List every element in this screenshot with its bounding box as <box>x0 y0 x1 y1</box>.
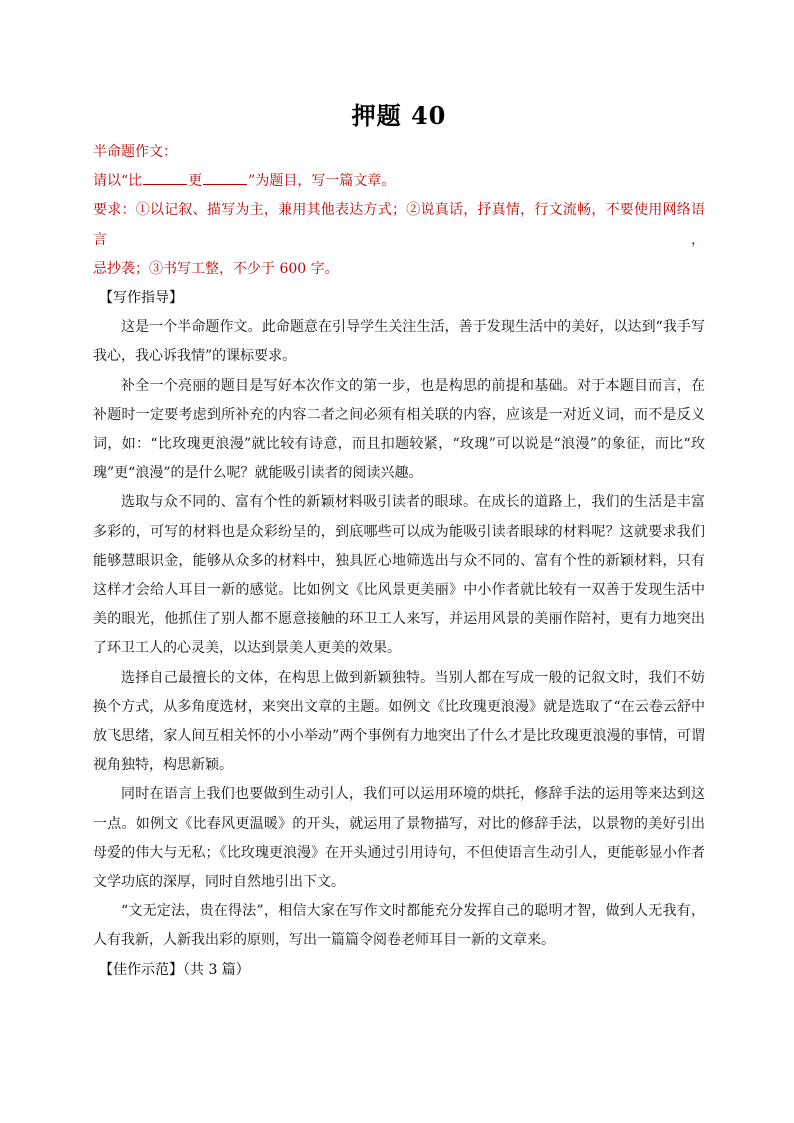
guide-paragraph: 选择自己最擅长的文体，在构思上做到新颖独特。当别人都在写成一般的记叙文时，我们不妨换个方式，从多角度选材，来突出文章的主题。如例文《比玫瑰更浪漫》就是选取了“在云卷云舒中放飞思绪，家人间互相关怀的小小举动”两个事例有力地突出了什么才是比玫瑰更浪漫的事情，可谓视角独特，构思新颖。 <box>93 669 705 774</box>
prompt-type: 半命题作文： <box>93 144 177 160</box>
guide-paragraph: 选取与众不同的、富有个性的新颖材料吸引读者的眼球。在成长的道路上，我们的生活是丰富多彩的，可写的材料也是众彩纷呈的，到底哪些可以成为能吸引读者眼球的材料呢？这就要求我们能够慧眼识金，能够从众多的材料中，独具匠心地筛选出与众不同的、富有个性的新颖材料，只有这样才会给人耳目一新的感觉。比如例文《比风景更美丽》中小作者就比较有一双善于发现生活中美的眼光，他抓住了别人都不愿意接触的环卫工人来写，并运用风景的美丽作陪衬，更有力地突出了环卫工人的心灵美，以达到景美人更美的效果。 <box>93 494 705 657</box>
instruction-middle: 更 <box>188 173 203 190</box>
guide-paragraph: 这是一个半命题作文。此命题意在引导学生关注生活，善于发现生活中的美好，以达到“我手写我心，我心诉我情”的课标要求。 <box>93 319 705 365</box>
guide-paragraph: 同时在语言上我们也要做到生动引人，我们可以运用环境的烘托，修辞手法的运用等来达到这一点。如例文《比春风更温暖》的开头，就运用了景物描写，对比的修辞手法，以景物的美好引出母爱的伟大与无私；《比玫瑰更浪漫》在开头通过引用诗句，不但使语言生动引人，更能彰显小作者文学功底的深厚，同时自然地引出下文。 <box>93 786 705 891</box>
requirements-line-1: 要求：①以记叙、描写为主，兼用其他表达方式；②说真话，抒真情，行文流畅，不要使用网络语言， <box>93 202 705 248</box>
guide-heading: 【写作指导】 <box>99 290 183 307</box>
requirements-line-2: 忌抄袭；③书写工整，不少于 600 字。 <box>93 260 339 277</box>
guide-paragraph: 补全一个亮丽的题目是写好本次作文的第一步，也是构思的前提和基础。对于本题目而言，在补题时一定要考虑到所补充的内容二者之间必须有相关联的内容，应该是一对近义词，而不是反义词，如：“比玫瑰更浪漫”就比较有诗意，而且扣题较紧，“玫瑰”可以说是“浪漫”的象征，而比“玫瑰”更“浪漫”的是什么呢？就能吸引读者的阅读兴趣。 <box>93 377 705 482</box>
guide-paragraph: “文无定法，贵在得法”，相信大家在写作文时都能充分发挥自己的聪明才智，做到人无我有，人有我新，人新我出彩的原则，写出一篇篇令阅卷老师耳目一新的文章来。 <box>93 903 705 949</box>
title-blank-2 <box>203 170 247 185</box>
document-content <box>93 96 705 985</box>
instruction-suffix: ”为题目，写一篇文章。 <box>248 173 396 190</box>
prompt-instruction <box>93 167 705 196</box>
examples-heading: 【佳作示范】（共 3 篇） <box>99 961 250 978</box>
title-blank-1 <box>143 170 187 185</box>
page-title: 押题 40 <box>351 101 447 130</box>
instruction-prefix: 请以“比 <box>93 173 143 190</box>
